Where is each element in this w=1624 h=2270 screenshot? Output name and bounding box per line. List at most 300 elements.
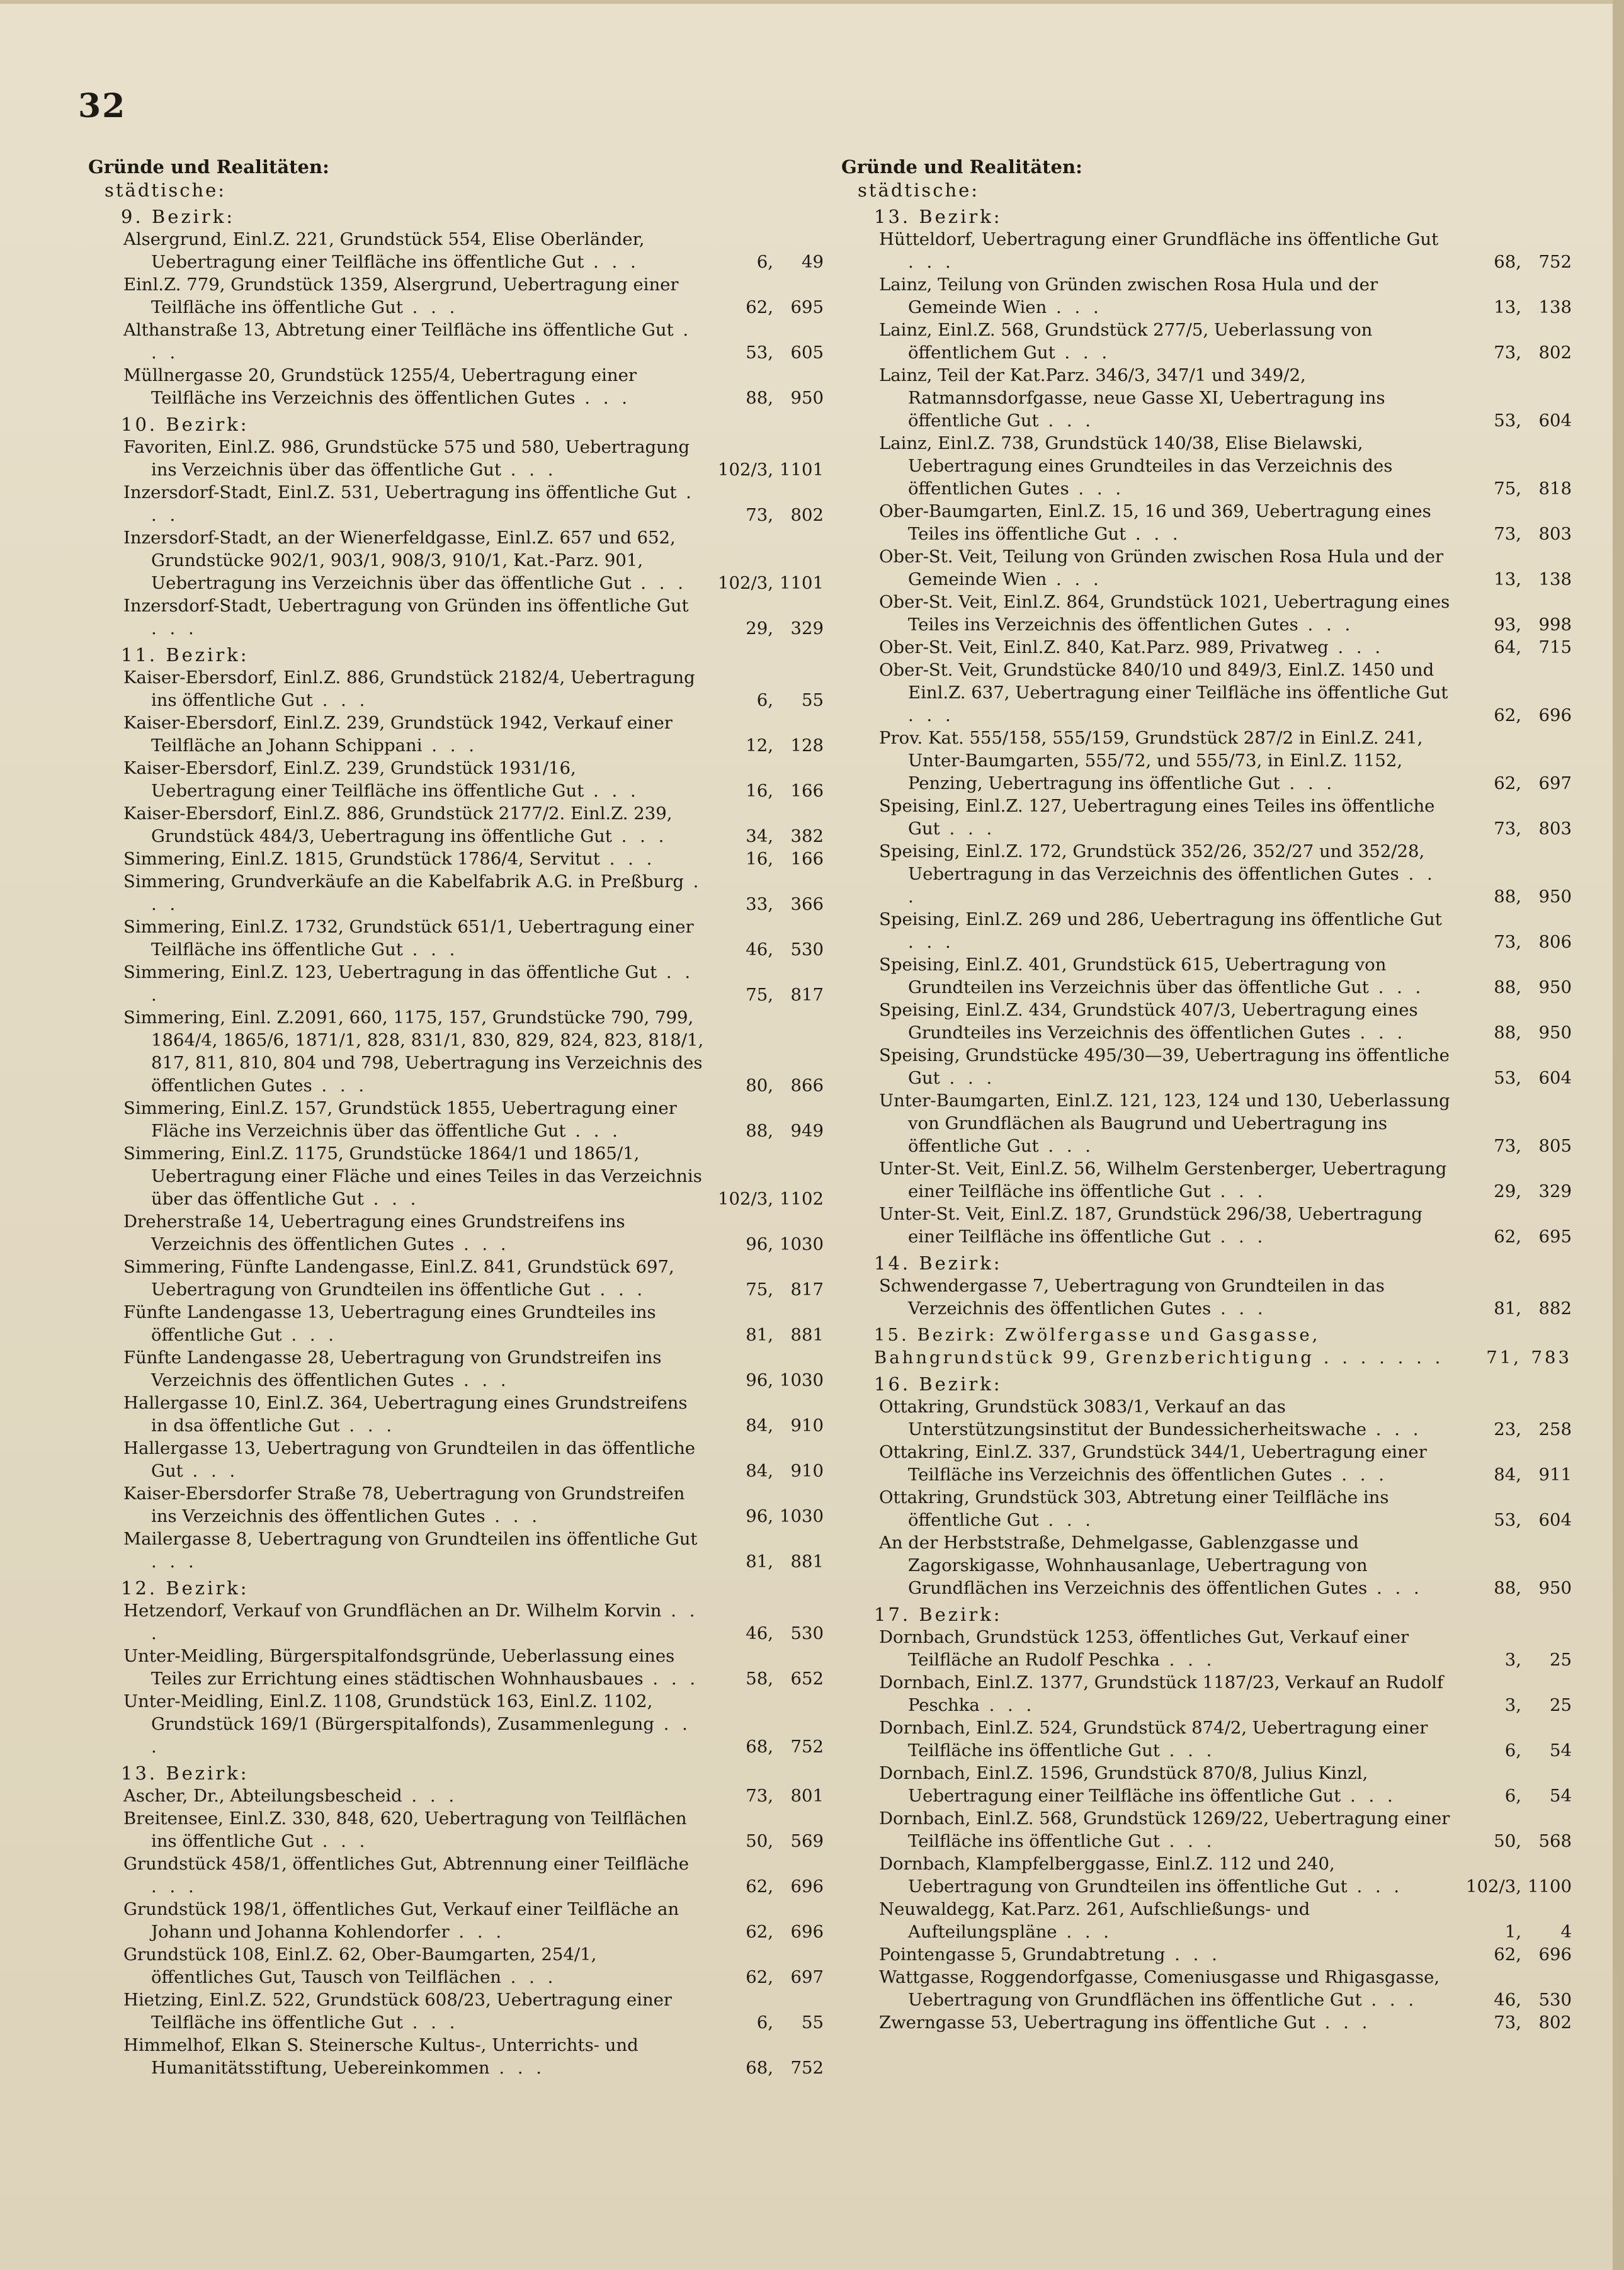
entry-text: Lainz, Teil der Kat.Parz. 346/3, 347/1 und 349/2, Ratmannsdorfgasse, neue Gasse XI, Uebertragung ins öffentliche Gut <box>879 365 1385 431</box>
index-entry <box>88 802 824 848</box>
page-reference <box>704 1550 824 1573</box>
index-entry <box>841 1203 1572 1248</box>
page-number-ref: 949 <box>790 1121 824 1141</box>
index-entry <box>88 757 824 802</box>
issue-number: 88, <box>746 388 773 408</box>
leader-dots: . . . <box>1069 479 1125 499</box>
leader-dots: . . . <box>1368 977 1425 997</box>
index-entry <box>88 1943 824 1989</box>
page-number-ref: 1102 <box>780 1189 824 1209</box>
issue-number: 88, <box>1494 887 1521 907</box>
index-entry <box>88 1690 824 1758</box>
leader-dots: . . . <box>151 871 703 914</box>
page-number-ref: 128 <box>790 735 824 756</box>
entry-text: Fünfte Landengasse 28, Uebertragung von Grundstreifen ins Verzeichnis des öffentlichen Gutes <box>123 1348 662 1390</box>
page-number-ref: 817 <box>790 985 824 1005</box>
entry-text: Dreherstraße 14, Uebertragung eines Grundstreifens ins Verzeichnis des öffentlichen Gutes <box>123 1212 625 1254</box>
page-number-ref: 604 <box>1538 1068 1572 1088</box>
page-reference <box>1452 1739 1572 1762</box>
issue-number: 6, <box>1504 1740 1521 1761</box>
index-entry <box>841 1717 1572 1762</box>
entry-text: Wattgasse, Roggendorfgasse, Comeniusgasse und Rhigasgasse, Uebertragung von Grundflächen ins öffentliche Gut <box>879 1967 1440 2010</box>
index-entry <box>841 795 1572 840</box>
page-reference <box>1452 251 1572 273</box>
leader-dots: . . . <box>151 1601 699 1643</box>
index-entry <box>841 1626 1572 1671</box>
leader-dots: . . . <box>151 320 693 363</box>
page-reference <box>1452 1989 1572 2011</box>
leader-dots: . . . <box>312 1075 368 1096</box>
issue-number: 62, <box>1494 1944 1521 1965</box>
page-reference <box>1452 1463 1572 1486</box>
issue-number: 53, <box>1494 411 1521 431</box>
entry-text: Dornbach, Einl.Z. 1596, Grundstück 870/8, Julius Kinzl, Uebertragung einer Teilfläche ins öffentliche Gut <box>879 1763 1368 1806</box>
entry-text: Simmering, Einl.Z. 1175, Grundstücke 1864/1 und 1865/1, Uebertragung einer Fläche und eines Teiles in das Verzeichnis über das öffentliche Gut <box>123 1144 702 1209</box>
leader-dots: . . . <box>584 252 640 272</box>
issue-number: 96, <box>746 1370 773 1390</box>
page-number-ref: 695 <box>790 297 824 317</box>
entry-text: Simmering, Einl.Z. 157, Grundstück 1855, Uebertragung einer Fläche ins Verzeichnis über das öffentliche Gut <box>123 1098 677 1141</box>
index-entry <box>88 712 824 757</box>
page-reference <box>704 734 824 757</box>
page-number-ref: 329 <box>1538 1181 1572 1201</box>
leader-dots: . . . <box>631 573 687 593</box>
entry-text: Inzersdorf-Stadt, Uebertragung von Gründen ins öffentliche Gut <box>123 596 689 616</box>
leader-dots: . . . <box>501 1967 557 1987</box>
index-entry <box>88 319 824 364</box>
page-number-ref: 697 <box>1538 773 1572 793</box>
page-reference <box>1452 296 1572 319</box>
district-heading: 16. Bezirk: <box>874 1373 1002 1395</box>
issue-number: 29, <box>1494 1181 1521 1201</box>
page-reference <box>704 1074 824 1097</box>
issue-number: 62, <box>1494 1227 1521 1247</box>
leader-dots: . . . <box>1057 1922 1113 1942</box>
page-reference <box>704 1188 824 1210</box>
page-number-ref: 1030 <box>780 1506 824 1526</box>
page-reference <box>704 938 824 961</box>
issue-number: 3, <box>1504 1695 1521 1715</box>
leader-dots: . . . <box>449 1922 506 1942</box>
page-number-ref: 866 <box>790 1075 824 1096</box>
issue-number: 84, <box>746 1416 773 1436</box>
page-number-ref: 696 <box>790 1922 824 1942</box>
page-reference <box>1452 1297 1572 1320</box>
page-reference <box>704 1324 824 1346</box>
issue-number: 6, <box>756 690 773 710</box>
leader-dots: . . . <box>643 1669 700 1689</box>
page-reference <box>704 1369 824 1392</box>
leader-dots: . . . <box>151 1876 198 1897</box>
page-reference <box>704 1120 824 1142</box>
page-reference <box>1452 568 1572 591</box>
entry-text: Kaiser-Ebersdorfer Straße 78, Uebertragung von Grundstreifen ins Verzeichnis des öffentlichen Gutes <box>123 1484 685 1526</box>
issue-number: 50, <box>1494 1831 1521 1851</box>
index-entry <box>841 364 1572 432</box>
page-number-ref: 695 <box>1538 1227 1572 1247</box>
page-number-ref: 881 <box>790 1552 824 1572</box>
page-reference <box>704 893 824 916</box>
leader-dots: . . . <box>183 1461 239 1481</box>
issue-number: 73, <box>1494 819 1521 839</box>
index-entry <box>841 1531 1572 1599</box>
page-number-ref: 697 <box>790 1967 824 1987</box>
page-number-ref: 950 <box>1538 1023 1572 1043</box>
index-entry <box>88 848 824 870</box>
page-number-ref: 881 <box>790 1325 824 1345</box>
issue-number: 88, <box>1494 1023 1521 1043</box>
issue-number: 6, <box>1504 1786 1521 1806</box>
page-reference <box>1452 1649 1572 1671</box>
index-entry <box>841 1671 1572 1717</box>
leader-dots: . . . <box>281 1325 338 1345</box>
leader-dots: . . . <box>454 1370 510 1390</box>
issue-number: 34, <box>746 826 773 846</box>
entry-text: An der Herbststraße, Dehmelgasse, Gablenzgasse und Zagorskigasse, Wohnhausanlage, Uebertragung von Grundflächen ins Verzeichnis des öffentlichen Gutes <box>879 1533 1368 1598</box>
page-reference <box>704 296 824 319</box>
leader-dots: . . . <box>402 2012 459 2033</box>
page-number-ref: 166 <box>790 781 824 801</box>
leader-dots: . . . <box>454 1234 510 1254</box>
index-entry <box>841 500 1572 545</box>
entry-text: Simmering, Fünfte Landengasse, Einl.Z. 841, Grundstück 697, Uebertragung von Grundteilen ins öffentliche Gut <box>123 1257 674 1300</box>
entry-text: Fünfte Landengasse 13, Uebertragung eines Grundteiles ins öffentliche Gut <box>123 1302 656 1345</box>
issue-number: 73, <box>1494 2012 1521 2033</box>
issue-number: 81, <box>1494 1298 1521 1319</box>
issue-number: 53, <box>1494 1068 1521 1088</box>
issue-number: 73, <box>1494 1136 1521 1156</box>
index-entry <box>841 908 1572 953</box>
leader-dots: . . . <box>599 849 656 869</box>
entry-text: Speising, Grundstücke 495/30—39, Uebertragung ins öffentliche Gut <box>879 1045 1450 1088</box>
issue-number: 58, <box>746 1669 773 1689</box>
index-entry <box>841 840 1572 908</box>
page-reference <box>704 2011 824 2034</box>
index-entry <box>841 1943 1572 1966</box>
page-reference <box>704 1278 824 1301</box>
entry-text: Dornbach, Einl.Z. 524, Grundstück 874/2, Uebertragung einer Teilfläche ins öffentliche Gut <box>879 1718 1428 1761</box>
index-entry <box>841 1089 1572 1157</box>
index-entry <box>841 1898 1572 1943</box>
entry-text: Lainz, Einl.Z. 738, Grundstück 140/38, Elise Bielawski, Uebertragung eines Grundteiles in das Verzeichnis des öffentlichen Gutes <box>879 433 1393 499</box>
index-entry <box>841 1441 1572 1486</box>
issue-number: 16, <box>746 781 773 801</box>
index-entry <box>88 666 824 712</box>
page-reference <box>1452 477 1572 500</box>
right-column <box>841 155 1572 2034</box>
entry-text: Lainz, Einl.Z. 568, Grundstück 277/5, Ueberlassung von öffentlichem Gut <box>879 320 1373 363</box>
issue-number: 1, <box>1504 1922 1521 1942</box>
page-reference <box>1452 772 1572 795</box>
entry-text: Himmelhof, Elkan S. Steinersche Kultus-, Unterrichts- und Humanitätsstiftung, Uebereinkommen <box>123 2035 639 2078</box>
leader-dots: . . . <box>422 735 478 756</box>
index-entry <box>841 545 1572 591</box>
leader-dots: . . . <box>501 460 557 480</box>
page-number-ref: 806 <box>1538 932 1572 952</box>
entry-text: Ober-St. Veit, Teilung von Gründen zwischen Rosa Hula und der Gemeinde Wien <box>879 547 1444 589</box>
entry-text: Pointengasse 5, Grundabtretung <box>879 1944 1166 1965</box>
leader-dots: . . . <box>1298 615 1354 635</box>
page-number-ref: 258 <box>1538 1419 1572 1439</box>
entry-text: Ottakring, Einl.Z. 337, Grundstück 344/1, Uebertragung einer Teilfläche ins Verzeichnis des öffentlichen Gutes <box>879 1442 1427 1485</box>
page-number-ref: 4 <box>1560 1922 1572 1942</box>
leader-dots: . . . <box>402 1786 458 1806</box>
index-entry <box>88 870 824 916</box>
issue-number: 75, <box>746 1280 773 1300</box>
index-entry <box>88 1645 824 1690</box>
page-number-ref: 803 <box>1538 819 1572 839</box>
page-reference <box>704 1735 824 1758</box>
index-entry <box>841 636 1572 659</box>
page-reference <box>1452 1785 1572 1807</box>
page-reference <box>1452 1180 1572 1203</box>
issue-number: 102/3, <box>718 1189 773 1209</box>
leader-dots: . . . <box>151 1552 198 1572</box>
page-reference <box>1452 1830 1572 1853</box>
leader-dots: . . . <box>312 1831 369 1851</box>
leader-dots: . . . <box>1211 1298 1267 1319</box>
page-number-ref: 950 <box>790 388 824 408</box>
page-number-ref: 950 <box>1538 887 1572 907</box>
issue-number: 53, <box>1494 1510 1521 1530</box>
entry-text: Ober-St. Veit, Einl.Z. 864, Grundstück 1021, Uebertragung eines Teiles ins Verzeichnis des öffentlichen Gutes <box>879 592 1450 635</box>
page-number-ref: 911 <box>1538 1465 1572 1485</box>
index-entry <box>88 1437 824 1482</box>
page-number-ref: 1101 <box>780 573 824 593</box>
leader-dots: . . . <box>1126 524 1182 544</box>
page-number-ref: 54 <box>1550 1740 1572 1761</box>
index-entry <box>841 1762 1572 1807</box>
index-entry <box>841 659 1572 727</box>
index-entry <box>841 228 1572 273</box>
issue-number: 3, <box>1504 1650 1521 1670</box>
issue-number: 64, <box>1494 637 1521 657</box>
page-number-ref: 801 <box>790 1786 824 1806</box>
page-number-ref: 998 <box>1538 615 1572 635</box>
entry-text: Hallergasse 10, Einl.Z. 364, Uebertragung eines Grundstreifens in dsa öffentliche Gut <box>123 1393 688 1436</box>
issue-number: 93, <box>1494 615 1521 635</box>
leader-dots: . . . <box>1055 343 1111 363</box>
page-number-ref: 382 <box>790 826 824 846</box>
page-number-ref: 802 <box>1538 343 1572 363</box>
page-number-ref: 652 <box>790 1669 824 1689</box>
leader-dots: . . . <box>1159 1740 1216 1761</box>
page-reference <box>1452 1225 1572 1248</box>
page-number: 32 <box>78 87 127 125</box>
page-reference <box>1452 885 1572 908</box>
page-reference <box>704 251 824 273</box>
entry-text: Müllnergasse 20, Grundstück 1255/4, Uebertragung einer Teilfläche ins Verzeichnis des öffentlichen Gutes <box>123 365 637 408</box>
entry-text: Ober-Baumgarten, Einl.Z. 15, 16 und 369, Uebertragung eines Teiles ins öffentliche Gut <box>879 501 1431 544</box>
leader-dots: . . . <box>402 297 459 317</box>
page-number-ref: 817 <box>790 1280 824 1300</box>
index-entry <box>841 2011 1572 2034</box>
entry-text: Neuwaldegg, Kat.Parz. 261, Aufschließungs- und Aufteilungspläne <box>879 1899 1310 1942</box>
entry-text: Ottakring, Grundstück 3083/1, Verkauf an das Unterstützungsinstitut der Bundessicherheitswache <box>879 1397 1367 1439</box>
issue-number: 96, <box>746 1506 773 1526</box>
entry-text: Kaiser-Ebersdorf, Einl.Z. 239, Grundstück 1931/16, Uebertragung einer Teilfläche ins öffentliche Gut <box>123 758 584 801</box>
page-number-ref: 568 <box>1538 1831 1572 1851</box>
page-number-ref: 910 <box>790 1461 824 1481</box>
issue-number: 88, <box>1494 1578 1521 1598</box>
page-number-ref: 166 <box>790 849 824 869</box>
index-entry <box>88 594 824 640</box>
page-number-ref: 54 <box>1550 1786 1572 1806</box>
issue-number: 62, <box>1494 773 1521 793</box>
issue-number: 102/3, <box>718 573 773 593</box>
page-reference <box>1452 2011 1572 2034</box>
page-number-ref: 1101 <box>780 460 824 480</box>
issue-number: 62, <box>746 1876 773 1897</box>
entry-text: Kaiser-Ebersdorf, Einl.Z. 886, Grundstück 2182/4, Uebertragung ins öffentliche Gut <box>123 667 695 710</box>
entry-text: Grundstück 198/1, öffentliches Gut, Verkauf einer Teilfläche an Johann und Johanna Kohlendorfer <box>123 1899 679 1942</box>
index-entry <box>841 1853 1572 1898</box>
district-label: 15. Bezirk: Zwölfergasse und Gasgasse, Bahngrundstück 99, Grenzberichtigung <box>874 1325 1320 1368</box>
leader-dots: . . . <box>565 1121 622 1141</box>
entry-text: Unter-St. Veit, Einl.Z. 56, Wilhelm Gerstenberger, Uebertragung einer Teilfläche ins öffentliche Gut <box>879 1159 1447 1201</box>
leader-dots: . . . <box>940 819 996 839</box>
page-reference <box>704 848 824 870</box>
entry-text: Hetzendorf, Verkauf von Grundflächen an Dr. Wilhelm Korvin <box>123 1601 662 1621</box>
entry-text: Unter-St. Veit, Einl.Z. 187, Grundstück 296/38, Uebertragung einer Teilfläche ins öffentliche Gut <box>879 1204 1422 1247</box>
issue-number: 73, <box>1494 932 1521 952</box>
page-number-ref: 138 <box>1538 297 1572 317</box>
page-reference <box>1452 1067 1572 1089</box>
entry-text: Simmering, Grundverkäufe an die Kabelfabrik A.G. in Preßburg <box>123 871 684 892</box>
index-entry <box>88 1898 824 1943</box>
issue-number: 80, <box>746 1075 773 1096</box>
scan-edge-right <box>1613 0 1624 2270</box>
district-heading: 13. Bezirk: <box>874 206 1002 227</box>
issue-number: 62, <box>746 297 773 317</box>
index-entry <box>841 319 1572 364</box>
leader-dots: . . . <box>979 1695 1036 1715</box>
entry-text: Mailergasse 8, Uebertragung von Grundteilen ins öffentliche Gut <box>123 1529 698 1549</box>
index-entry <box>88 1301 824 1346</box>
entry-text: Ober-St. Veit, Einl.Z. 840, Kat.Parz. 989, Privatweg <box>879 637 1329 657</box>
issue-number: 6, <box>756 2012 773 2033</box>
index-entry <box>841 999 1572 1044</box>
entry-text: Hietzing, Einl.Z. 522, Grundstück 608/23, Uebertragung einer Teilfläche ins öffentliche Gut <box>123 1990 673 2033</box>
entry-text: Schwendergasse 7, Uebertragung von Grundteilen in das Verzeichnis des öffentlichen Gutes <box>879 1276 1385 1319</box>
page-reference <box>1452 1921 1572 1943</box>
entry-text: Simmering, Einl.Z. 1732, Grundstück 651/1, Uebertragung einer Teilfläche ins öffentliche Gut <box>123 917 694 960</box>
leader-dots: . . . <box>1159 1831 1216 1851</box>
entry-text: Dornbach, Einl.Z. 568, Grundstück 1269/22, Uebertragung einer Teilfläche ins öffentliche Gut <box>879 1808 1450 1851</box>
page-number-ref: 805 <box>1538 1136 1572 1156</box>
page-reference <box>704 1505 824 1528</box>
page-reference <box>1452 1135 1572 1157</box>
issue-number: 50, <box>746 1831 773 1851</box>
issue-number: 29, <box>746 618 773 638</box>
issue-number: 46, <box>746 939 773 960</box>
leader-dots: . . . <box>151 482 695 525</box>
district-heading <box>841 1324 1572 1369</box>
page-number-ref: 1030 <box>780 1370 824 1390</box>
issue-number: 62, <box>746 1967 773 1987</box>
page-reference <box>704 780 824 802</box>
index-entry <box>88 1210 824 1256</box>
page-reference <box>704 387 824 409</box>
index-entry <box>841 273 1572 319</box>
page-number-ref: 882 <box>1538 1298 1572 1319</box>
page-number-ref: 530 <box>790 939 824 960</box>
entry-text: Ottakring, Grundstück 303, Abtretung einer Teilfläche ins öffentliche Gut <box>879 1487 1389 1530</box>
page-reference <box>704 617 824 640</box>
issue-number: 71, <box>1486 1348 1521 1368</box>
index-entry <box>841 1274 1572 1320</box>
page-reference <box>1452 1875 1572 1898</box>
issue-number: 68, <box>746 1737 773 1757</box>
index-entry <box>841 953 1572 999</box>
page-reference <box>1452 523 1572 545</box>
issue-number: 68, <box>746 2058 773 2078</box>
district-heading: 17. Bezirk: <box>874 1604 1002 1625</box>
entry-text: Speising, Einl.Z. 269 und 286, Uebertragung ins öffentliche Gut <box>879 909 1442 929</box>
index-entry <box>841 1486 1572 1531</box>
leader-dots: . . . <box>1280 773 1336 793</box>
issue-number: 73, <box>1494 524 1521 544</box>
leader-dots: . . . <box>1165 1944 1221 1965</box>
page-reference <box>704 1233 824 1256</box>
issue-number: 88, <box>1494 977 1521 997</box>
page-reference <box>704 2057 824 2079</box>
index-entry <box>841 1157 1572 1203</box>
entry-text: Alsergrund, Einl.Z. 221, Grundstück 554, Elise Oberländer, Uebertragung einer Teilfläche ins öffentliche Gut <box>123 229 645 272</box>
entry-text: Althanstraße 13, Abtretung einer Teilfläche ins öffentliche Gut <box>123 320 674 340</box>
entry-text: Ascher, Dr., Abteilungsbescheid <box>123 1786 402 1806</box>
issue-number: 62, <box>746 1922 773 1942</box>
leader-dots: . . . <box>1047 569 1103 589</box>
index-entry <box>88 364 824 409</box>
leader-dots: . . . <box>908 864 1436 907</box>
leader-dots: . . . <box>1347 1876 1404 1897</box>
page-reference <box>1452 636 1572 659</box>
entry-text: Kaiser-Ebersdorf, Einl.Z. 239, Grundstück 1942, Verkauf einer Teilfläche an Johann Schippani <box>123 713 673 756</box>
page-number-ref: 696 <box>1538 1944 1572 1965</box>
entry-text: Favoriten, Einl.Z. 986, Grundstücke 575 und 580, Uebertragung ins Verzeichnis über das öffentliche Gut <box>123 437 690 480</box>
issue-number: 102/3, <box>718 460 773 480</box>
page-reference <box>1452 931 1572 953</box>
issue-number: 23, <box>1494 1419 1521 1439</box>
page-reference <box>1452 976 1572 999</box>
district-heading: 13. Bezirk: <box>121 1762 249 1784</box>
page-number-ref: 696 <box>790 1876 824 1897</box>
entry-text: Unter-Baumgarten, Einl.Z. 121, 123, 124 und 130, Ueberlassung von Grundflächen als Baugrund und Uebertragung ins öffentliche Gut <box>879 1091 1450 1156</box>
district-heading: 9. Bezirk: <box>121 206 236 227</box>
entry-text: Simmering, Einl. Z.2091, 660, 1175, 157, Grundstücke 790, 799, 1864/4, 1865/6, 1871/1, 828, 831/1, 830, 829, 824, 823, 818/1, 817, 811, 810, 804 und 798, Uebertragung ins Verzeichnis des öffentlichen Gutes <box>123 1007 704 1096</box>
page-reference <box>1452 1346 1572 1369</box>
entry-text: Kaiser-Ebersdorf, Einl.Z. 886, Grundstück 2177/2. Einl.Z. 239, Grundstück 484/3, Uebertragung ins öffentliche Gut <box>123 803 673 846</box>
page-reference <box>704 1414 824 1437</box>
page-number-ref: 329 <box>790 618 824 638</box>
page-reference <box>704 1830 824 1853</box>
index-entry <box>88 1142 824 1210</box>
page-reference <box>704 504 824 526</box>
page-number-ref: 752 <box>1538 252 1572 272</box>
leader-dots: . . . <box>940 1068 996 1088</box>
issue-number: 102/3, <box>1466 1876 1521 1897</box>
leader-dots: . . . <box>908 705 955 725</box>
page-reference <box>704 1785 824 1807</box>
leader-dots: . . . <box>363 1189 420 1209</box>
leader-dots: . . . <box>584 781 640 801</box>
page-reference <box>704 572 824 594</box>
entry-text: Grundstück 108, Einl.Z. 62, Ober-Baumgarten, 254/1, öffentliches Gut, Tausch von Teilflächen <box>123 1944 597 1987</box>
scan-edge-top <box>0 0 1624 4</box>
page-reference <box>1452 704 1572 727</box>
index-entry <box>88 436 824 481</box>
